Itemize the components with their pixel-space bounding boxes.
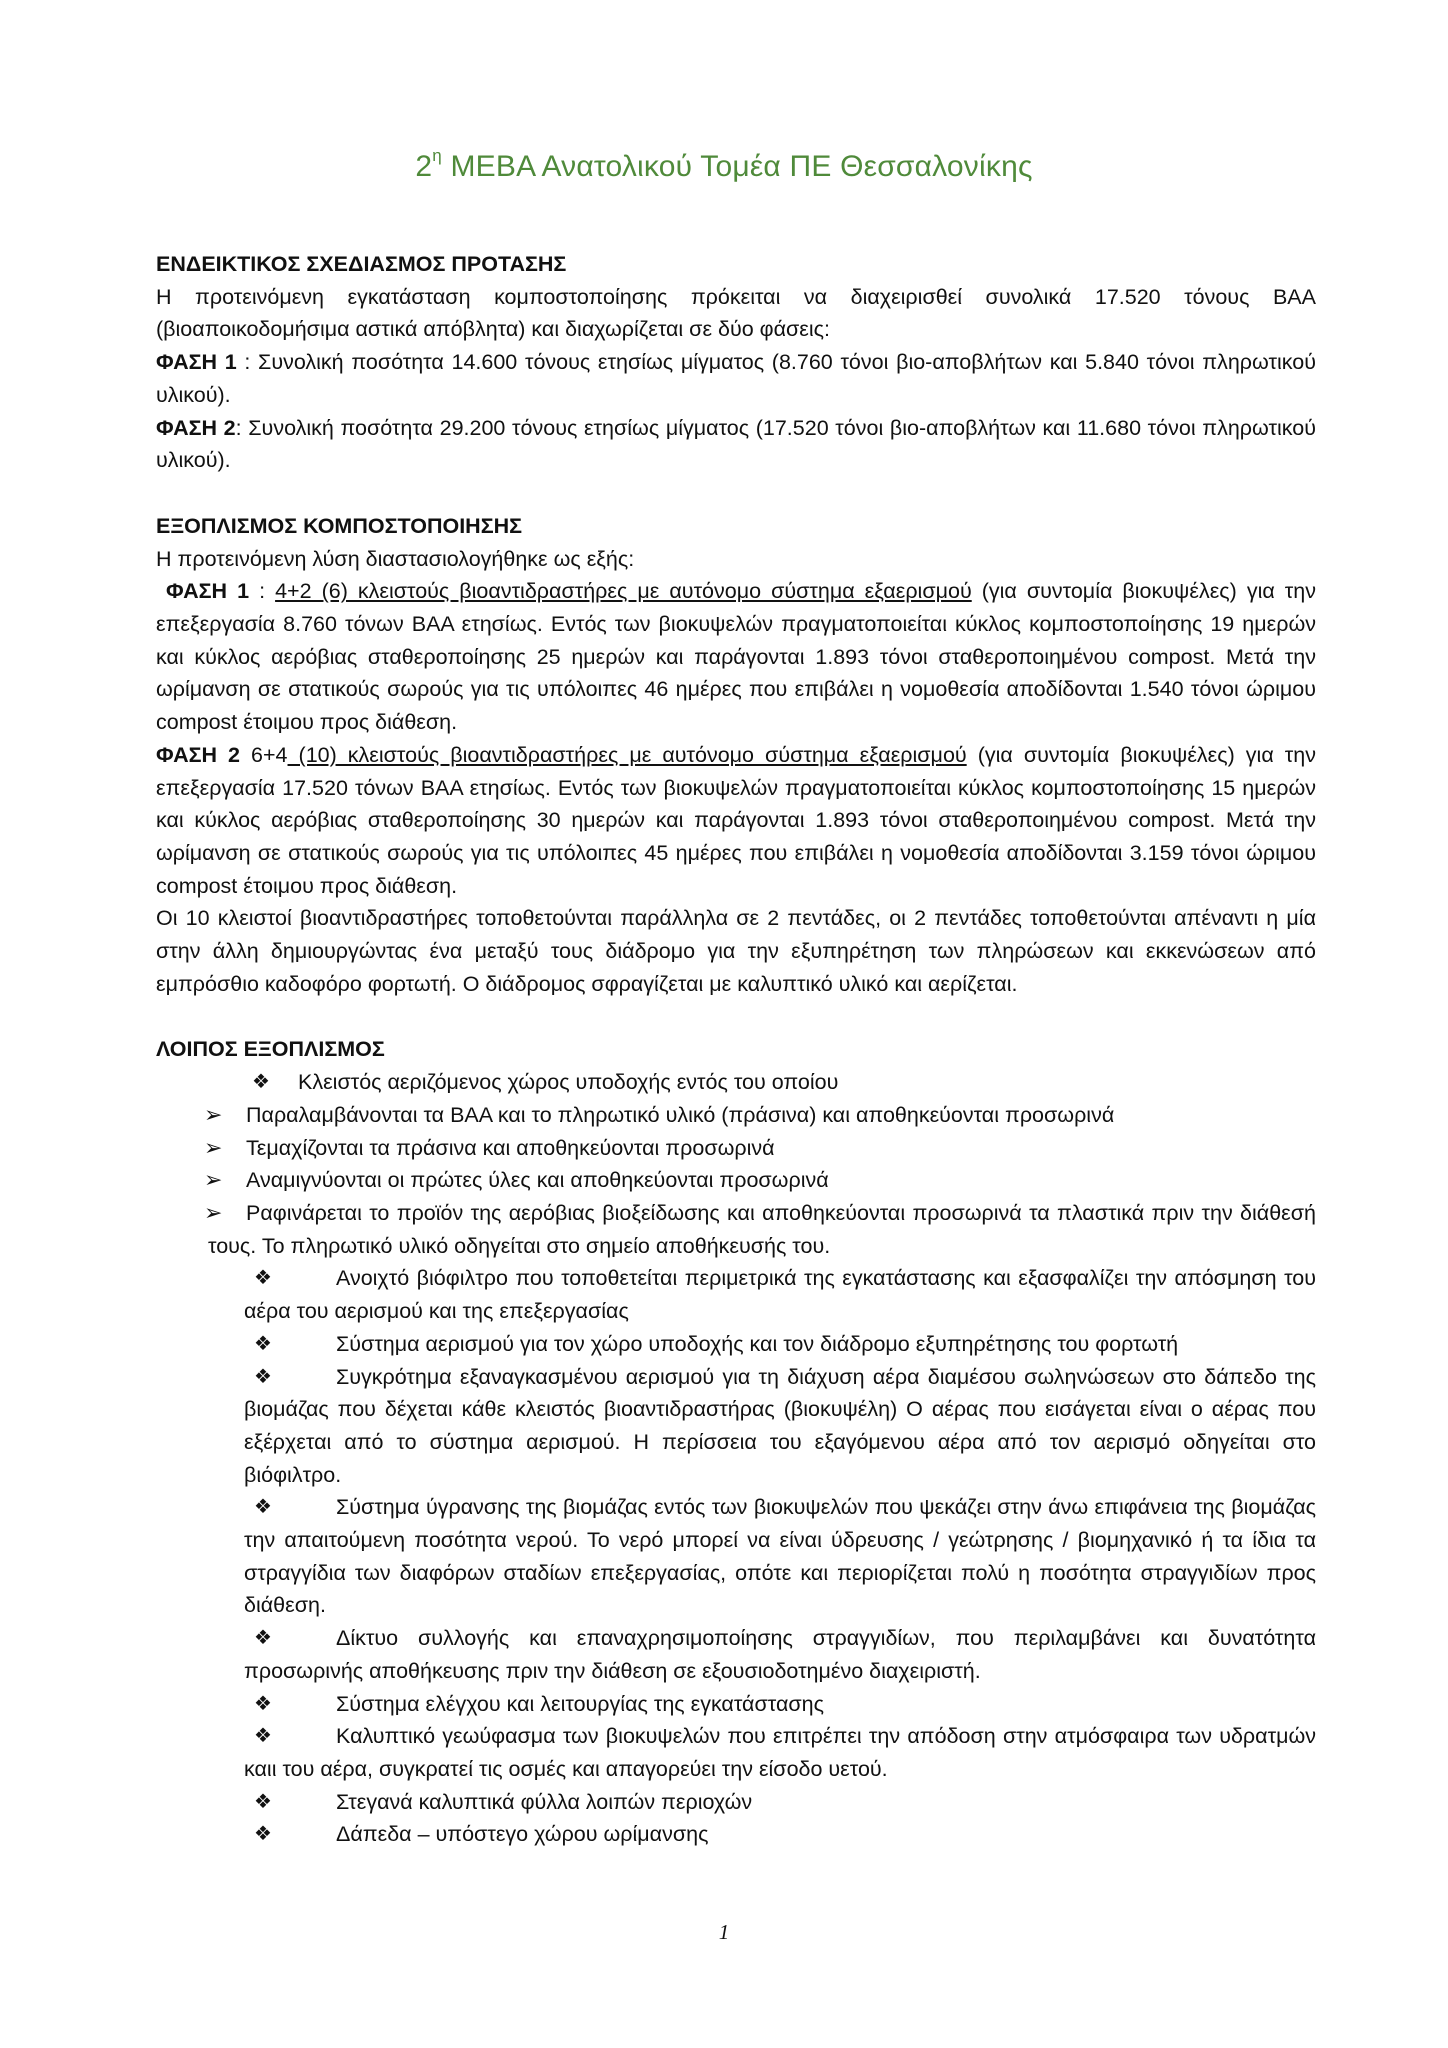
diamond-bullet-icon: ❖: [254, 1332, 272, 1355]
diamond-bullet-icon: ❖: [254, 1790, 272, 1813]
diamond-bullet-icon: ❖: [254, 1692, 272, 1715]
document-title: [0, 146, 1448, 184]
document-body: [156, 248, 1316, 1851]
list-item: ❖ Σύστημα ελέγχου και λειτουργίας της εγκατάστασης: [156, 1688, 1316, 1721]
equipment-phase-2-text: (για συντομία βιοκυψέλες) για την επεξεργασία 17.520 τόνων ΒΑΑ ετησίως. Εντός των βιοκυψελών πραγματοποιείται κύκλος κομποστοποίησης 15 ημερών και κύκλος αερόβιας σταθεροποίησης 30 ημερών και παράγονται 1.893 τόνοι σταθεροποιημένου compost. Μετά την ωρίμανση σε στατικούς σωρούς για τις υπόλοιπες 45 ημέρες που επιβάλει η νομοθεσία αποδίδονται 3.159 τόνοι ώριμου compost έτοιμου προς διάθεση.: [156, 742, 1316, 898]
diamond-bullet-icon: ❖: [254, 1496, 272, 1519]
list-item: ❖ Σύστημα αερισμού για τον χώρο υποδοχής και τον διάδρομο εξυπηρέτησης του φορτωτή: [156, 1328, 1316, 1361]
title-superscript: η: [432, 146, 442, 165]
design-phase-1: [156, 346, 1316, 411]
arrow-bullet-icon: ➢: [204, 1101, 223, 1127]
list-item: ➢ Τεμαχίζονται τα πράσινα και αποθηκεύονται προσωρινά: [156, 1132, 1316, 1165]
list-item: ❖ Κλειστός αεριζόμενος χώρος υποδοχής εντός του οποίου: [156, 1066, 1316, 1099]
phase-2-label: ΦΑΣΗ 2: [156, 415, 236, 440]
arrow-bullet-icon: ➢: [204, 1167, 223, 1193]
phase-2-text: : Συνολική ποσότητα 29.200 τόνους ετησίως μίγματος (17.520 τόνοι βιο-αποβλήτων και 11.680 τόνοι πληρωτικού υλικού).: [156, 415, 1316, 473]
list-item: ❖ Καλυπτικό γεωύφασμα των βιοκυψελών που επιτρέπει την απόδοση στην ατμόσφαιρα των υδρατμών καιι του αέρα, συγκρατεί τις οσμές και απαγορεύει την είσοδο υετού.: [156, 1720, 1316, 1785]
diamond-bullet-icon: ❖: [254, 1365, 272, 1388]
design-intro: Η προτεινόμενη εγκατάσταση κομποστοποίησης πρόκειται να διαχειρισθεί συνολικά 17.520 τόνους ΒΑΑ (βιοαποικοδομήσιμα αστικά απόβλητα) και διαχωρίζεται σε δύο φάσεις:: [156, 284, 1316, 342]
list-item: ❖ Ανοιχτό βιόφιλτρο που τοποθετείται περιμετρικά της εγκατάστασης και εξασφαλίζει την απόσμηση του αέρα του αερισμού και της επεξεργασίας: [156, 1262, 1316, 1327]
equipment-phase-1: ΦΑΣΗ 1 : 4+2 (6) κλειστούς βιοαντιδραστήρες με αυτόνομο σύστημα εξαερισμού (για συντομία βιοκυψέλες) για την επεξεργασία 8.760 τόνων ΒΑΑ ετησίως. Εντός των βιοκυψελών πραγματοποιείται κύκλος κομποστοποίησης 19 ημερών και κύκλος αερόβιας σταθεροποίησης 25 ημερών και παράγονται 1.893 τόνοι σταθεροποιημένου compost. Μετά την ωρίμανση σε στατικούς σωρούς για τις υπόλοιπες 46 ημέρες που επιβάλει η νομοθεσία αποδίδονται 1.540 τόνοι ώριμου compost έτοιμου προς διάθεση.: [156, 579, 1316, 735]
section-heading-composting-equipment: ΕΞΟΠΛΙΣΜΟΣ ΚΟΜΠΟΣΤΟΠΟΙΗΣΗΣ: [156, 513, 523, 538]
list-item: ➢ Παραλαμβάνονται τα ΒΑΑ και το πληρωτικό υλικό (πράσινα) και αποθηκεύονται προσωρινά: [156, 1099, 1316, 1132]
equipment-phase-1-label: ΦΑΣΗ 1: [166, 579, 250, 604]
list-item: ❖ Συγκρότημα εξαναγκασμένου αερισμού για τη διάχυση αέρα διαμέσου σωληνώσεων στο δάπεδο της βιομάζας που δέχεται κάθε κλειστός βιοαντιδραστήρας (βιοκυψέλη) Ο αέρας που εισάγεται είναι ο αέρας που εξέρχεται από το σύστημα αερισμού. Η περίσσεια του εξαγόμενου αέρα από τον αερισμό οδηγείται στο βιόφιλτρο.: [156, 1361, 1316, 1492]
list-item: ❖ Σύστημα ύγρανσης της βιομάζας εντός των βιοκυψελών που ψεκάζει στην άνω επιφάνεια της βιομάζας την απαιτούμενη ποσότητα νερού. Το νερό μπορεί να είναι ύδρευσης / γεώτρησης / βιομηχανικό ή τα ίδια τα στραγγίδια των διαφόρων σταδίων επεξεργασίας, οπότε και περιορίζεται πολύ η ποσότητα στραγγιδίων προς διάθεση.: [156, 1491, 1316, 1622]
list-item: ❖ Δίκτυο συλλογής και επαναχρησιμοποίησης στραγγιδίων, που περιλαμβάνει και δυνατότητα προσωρινής αποθήκευσης πριν την διάθεση σε εξουσιοδοτημένο διαχειριστή.: [156, 1622, 1316, 1687]
section-heading-design: ΕΝΔΕΙΚΤΙΚΟΣ ΣΧΕΔΙΑΣΜΟΣ ΠΡΟΤΑΣΗΣ: [156, 252, 567, 276]
equipment-phase-1-text: (για συντομία βιοκυψέλες) για την επεξεργασία 8.760 τόνων ΒΑΑ ετησίως. Εντός των βιοκυψελών πραγματοποιείται κύκλος κομποστοποίησης 19 ημερών και κύκλος αερόβιας σταθεροποίησης 25 ημερών και παράγονται 1.893 τόνοι σταθεροποιημένου compost. Μετά την ωρίμανση σε στατικούς σωρούς για τις υπόλοιπες 46 ημέρες που επιβάλει η νομοθεσία αποδίδονται 1.540 τόνοι ώριμου compost έτοιμου προς διάθεση.: [156, 579, 1316, 735]
equipment-closing: Οι 10 κλειστοί βιοαντιδραστήρες τοποθετούνται παράλληλα σε 2 πεντάδες, οι 2 πεντάδες τοποθετούνται απέναντι η μία στην άλλη δημιουργώντας ένα μεταξύ τους διάδρομο για την εξυπηρέτηση των πληρώσεων και εκκενώσεων από εμπρόσθιο καδοφόρο φορτωτή. Ο διάδρομος σφραγίζεται με καλυπτικό υλικό και αερίζεται.: [156, 906, 1316, 996]
list-item: ➢ Αναμιγνύονται οι πρώτες ύλες και αποθηκεύονται προσωρινά: [156, 1164, 1316, 1197]
phase-1-label: ΦΑΣΗ 1: [156, 350, 237, 375]
equipment-phase-2-reactors: (10) κλειστούς βιοαντιδραστήρες με αυτόνομο σύστημα εξαερισμού: [287, 742, 967, 767]
equipment-phase-2-label: ΦΑΣΗ 2: [156, 742, 241, 767]
equipment-intro: Η προτεινόμενη λύση διαστασιολογήθηκε ως εξής:: [156, 546, 635, 571]
arrow-bullet-icon: ➢: [204, 1134, 223, 1160]
title-text: ΜΕΒΑ Ανατολικού Τομέα ΠΕ Θεσσαλονίκης: [441, 150, 1033, 183]
list-item: ❖ Στεγανά καλυπτικά φύλλα λοιπών περιοχών: [156, 1786, 1316, 1819]
diamond-bullet-icon: ❖: [252, 1071, 270, 1094]
equipment-phase-2: ΦΑΣΗ 2 6+4 (10) κλειστούς βιοαντιδραστήρες με αυτόνομο σύστημα εξαερισμού (για συντομία βιοκυψέλες) για την επεξεργασία 17.520 τόνων ΒΑΑ ετησίως. Εντός των βιοκυψελών πραγματοποιείται κύκλος κομποστοποίησης 15 ημερών και κύκλος αερόβιας σταθεροποίησης 30 ημερών και παράγονται 1.893 τόνοι σταθεροποιημένου compost. Μετά την ωρίμανση σε στατικούς σωρούς για τις υπόλοιπες 45 ημέρες που επιβάλει η νομοθεσία αποδίδονται 3.159 τόνοι ώριμου compost έτοιμου προς διάθεση.: [156, 742, 1316, 898]
section-heading-other-equipment: ΛΟΙΠΟΣ ΕΞΟΠΛΙΣΜΟΣ: [156, 1037, 385, 1062]
page-number: 1: [718, 1920, 730, 1944]
arrow-bullet-icon: ➢: [204, 1199, 223, 1225]
list-item: ❖ Δάπεδα – υπόστεγο χώρου ωρίμανσης: [156, 1818, 1316, 1851]
design-phase-2: [156, 412, 1316, 477]
equipment-phase-1-reactors: 4+2 (6) κλειστούς βιοαντιδραστήρες με αυτόνομο σύστημα εξαερισμού: [275, 579, 972, 604]
title-number: 2: [415, 150, 433, 183]
diamond-bullet-icon: ❖: [254, 1267, 272, 1290]
phase-1-text: : Συνολική ποσότητα 14.600 τόνους ετησίως μίγματος (8.760 τόνοι βιο-αποβλήτων και 5.840 τόνοι πληρωτικού υλικού).: [156, 350, 1316, 407]
diamond-bullet-icon: ❖: [254, 1725, 272, 1748]
diamond-bullet-icon: ❖: [254, 1627, 272, 1650]
diamond-bullet-icon: ❖: [254, 1823, 272, 1846]
list-item: ➢ Ραφινάρεται το προϊόν της αερόβιας βιοξείδωσης και αποθηκεύονται προσωρινά τα πλαστικά πριν την διάθεσή τους. Το πληρωτικό υλικό οδηγείται στο σημείο αποθήκευσής του.: [156, 1197, 1316, 1262]
